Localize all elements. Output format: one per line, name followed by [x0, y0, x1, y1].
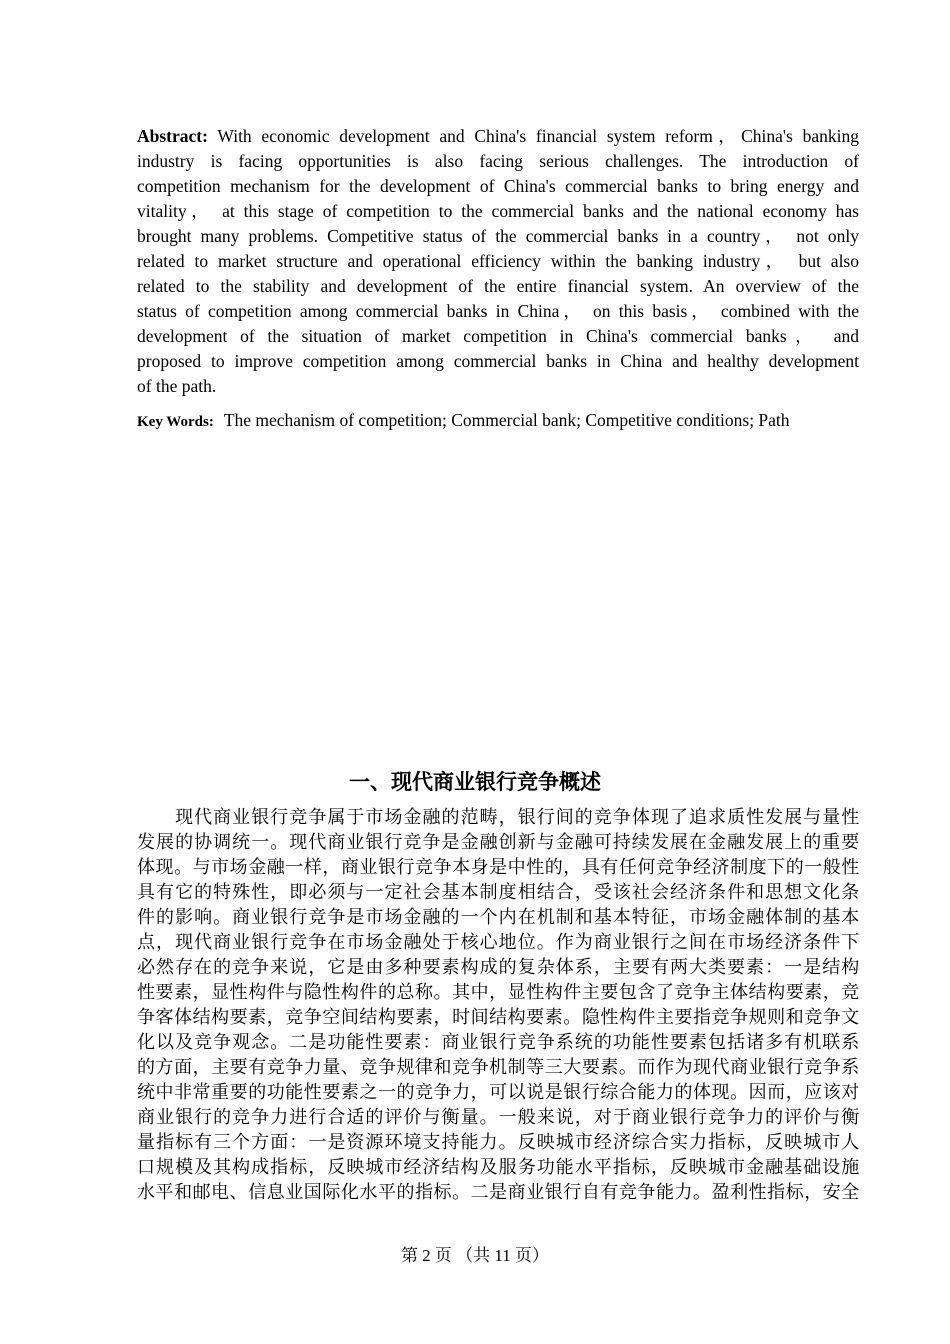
body-line: 发展的协调统一。现代商业银行竞争是金融创新与金融可持续发展在金融发展上的重要 — [137, 832, 859, 853]
body-line: 统中非常重要的功能性要素之一的竞争力，可以说是银行综合能力的体现。因而，应该对 — [137, 1082, 859, 1103]
body-line: 性要素，显性构件与隐性构件的总称。其中，显性构件主要包含了竞争主体结构要素，竞 — [137, 982, 859, 1003]
body-line: 的方面，主要有竞争力量、竞争规律和竞争机制等三大要素。而作为现代商业银行竞争系 — [137, 1057, 859, 1078]
body-line: 必然存在的竞争来说，它是由多种要素构成的复杂体系，主要有两大类要素：一是结构 — [137, 957, 859, 978]
body-line: 口规模及其构成指标，反映城市经济结构及服务功能水平指标，反映城市金融基础设施 — [137, 1157, 859, 1178]
body-line: 化以及竞争观念。二是功能性要素：商业银行竞争系统的功能性要素包括诸多有机联系 — [137, 1032, 859, 1053]
abstract-line: status of competition among commercial banks in China， on this basis， combined with the — [137, 301, 859, 321]
keywords-label: Key Words: — [137, 414, 214, 430]
body-line: 量指标有三个方面：一是资源环境支持能力。反映城市经济综合实力指标，反映城市人 — [137, 1132, 859, 1153]
abstract-line: proposed to improve competition among commercial banks in China and healthy development — [137, 351, 859, 371]
body-line: 体现。与市场金融一样，商业银行竞争本身是中性的，具有任何竞争经济制度下的一般性 — [137, 857, 859, 878]
keywords — [137, 408, 859, 435]
body-line: 点，现代商业银行竞争在市场金融处于核心地位。作为商业银行之间在市场经济条件下 — [137, 932, 859, 953]
abstract-line: vitality， at this stage of competition to the commercial banks and the national economy has — [137, 201, 859, 221]
body-line: 争客体结构要素，竞争空间结构要素，时间结构要素。隐性构件主要指竞争规则和竞争文 — [137, 1007, 859, 1028]
body-line: 现代商业银行竞争属于市场金融的范畴，银行间的竞争体现了追求质性发展与量性 — [137, 807, 859, 828]
body-paragraph — [137, 805, 859, 1205]
abstract-line: brought many problems. Competitive status of the commercial banks in a country， not only — [137, 226, 859, 246]
abstract-line: of the path. — [137, 376, 217, 396]
abstract-line: related to market structure and operational efficiency within the banking industry， but also — [137, 251, 859, 271]
abstract-line: development of the situation of market competition in China's commercial banks， and — [137, 326, 859, 346]
abstract-line: industry is facing opportunities is also facing serious challenges. The introduction of — [137, 151, 859, 171]
body-line: 件的影响。商业银行竞争是市场金融的一个内在机制和基本特征，市场金融体制的基本 — [137, 907, 859, 928]
abstract-text: With economic development and China's financial system reform，China's banking — [207, 126, 859, 146]
page-footer: 第 2 页 （共 11 页） — [400, 1246, 550, 1265]
body-line: 水平和邮电、信息业国际化水平的指标。二是商业银行自有竞争能力。盈利性指标，安全 — [137, 1182, 859, 1203]
abstract-line: competition mechanism for the development of China's commercial banks to bring energy and — [137, 176, 859, 196]
keywords-text: The mechanism of competition; Commercial bank; Competitive conditions; Path — [223, 410, 790, 430]
body-line: 商业银行的竞争力进行合适的评价与衡量。一般来说，对于商业银行竞争力的评价与衡 — [137, 1107, 859, 1128]
abstract-line — [137, 124, 859, 149]
body-line: 具有它的特殊性，即必须与一定社会基本制度相结合，受该社会经济条件和思想文化条 — [137, 882, 859, 903]
section-heading: 一、现代商业银行竞争概述 — [349, 770, 601, 794]
abstract-line: related to the stability and development of the entire financial system. An overview of the — [137, 276, 859, 296]
abstract-label: Abstract: — [137, 126, 208, 146]
abstract — [137, 124, 859, 399]
